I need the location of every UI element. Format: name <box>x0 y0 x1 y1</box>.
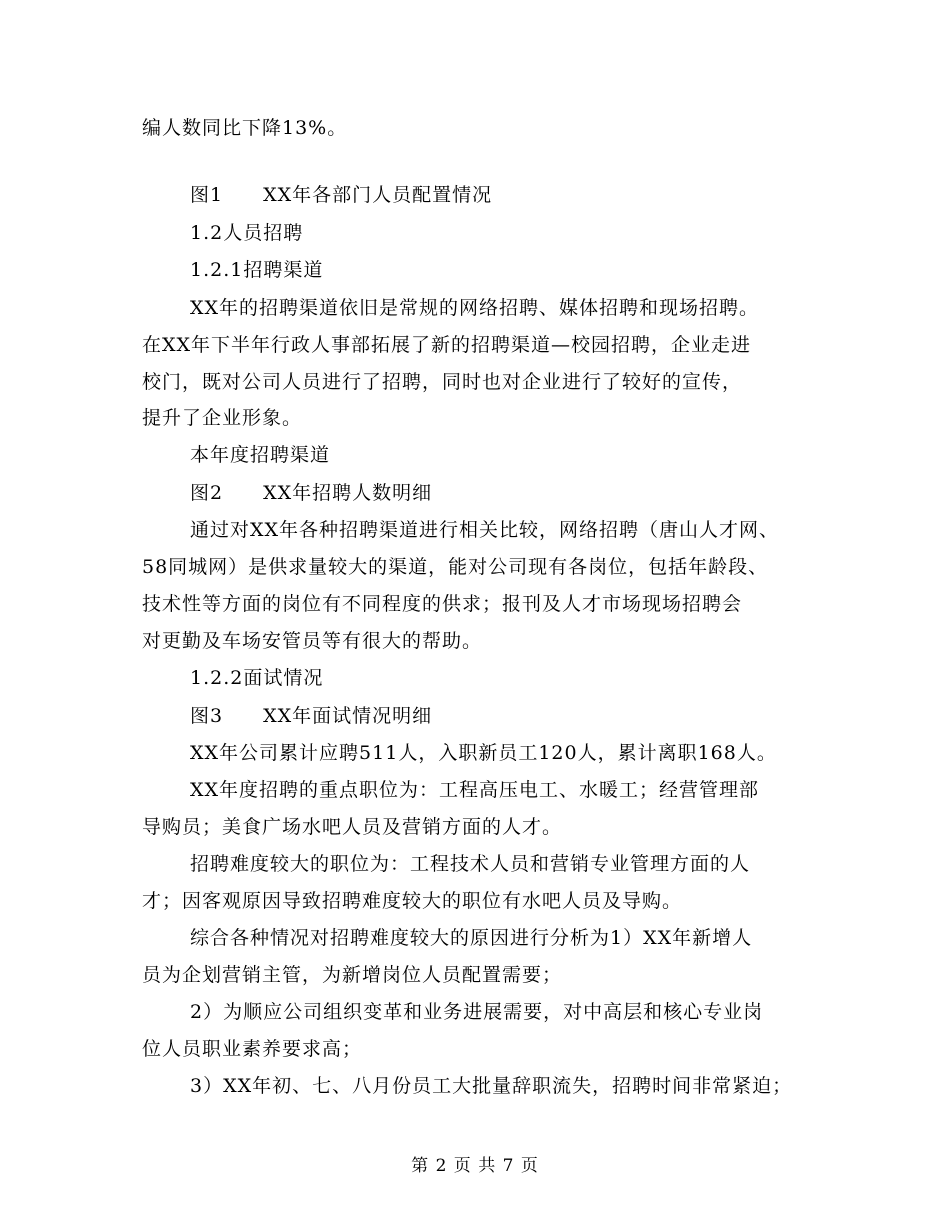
section-heading: 1.2人员招聘 <box>190 222 304 244</box>
paragraph-line: 编人数同比下降13%。 <box>142 117 348 139</box>
paragraph-line: 通过对XX年各种招聘渠道进行相关比较，网络招聘（唐山人才网、 <box>190 519 780 541</box>
figure-caption: 图3 XX年面试情况明细 <box>190 705 433 727</box>
paragraph-line: 位人员职业素养要求高； <box>142 1038 363 1060</box>
figure-caption: 图2 XX年招聘人数明细 <box>190 482 433 504</box>
paragraph-line: 员为企划营销主管，为新增岗位人员配置需要； <box>142 964 563 986</box>
paragraph-line: XX年公司累计应聘511人，入职新员工120人，累计离职168人。 <box>190 742 777 764</box>
list-item: 2）为顺应公司组织变革和业务进展需要，对中高层和核心专业岗 <box>190 1001 764 1023</box>
paragraph-line: 导购员；美食广场水吧人员及营销方面的人才。 <box>142 816 563 838</box>
list-item: 3）XX年初、七、八月份员工大批量辞职流失，招聘时间非常紧迫； <box>190 1075 793 1097</box>
paragraph-line: XX年度招聘的重点职位为：工程高压电工、水暖工；经营管理部 <box>190 779 760 801</box>
paragraph-line: 技术性等方面的岗位有不同程度的供求；报刊及人才市场现场招聘会 <box>142 593 743 615</box>
paragraph-line: 58同城网）是供求量较大的渠道，能对公司现有各岗位，包括年龄段、 <box>142 556 769 578</box>
paragraph-line: 在XX年下半年行政人事部拓展了新的招聘渠道—校园招聘，企业走进 <box>142 334 752 356</box>
figure-caption: 图1 XX年各部门人员配置情况 <box>190 184 493 206</box>
subsection-heading: 1.2.2面试情况 <box>190 667 324 689</box>
paragraph-line: 对更勤及车场安管员等有很大的帮助。 <box>142 630 483 652</box>
paragraph-line: 提升了企业形象。 <box>142 407 303 429</box>
subsection-heading: 1.2.1招聘渠道 <box>190 259 324 281</box>
paragraph-line: 校门，既对公司人员进行了招聘，同时也对企业进行了较好的宣传， <box>142 371 743 393</box>
page-number-footer: 第 2 页 共 7 页 <box>411 1156 539 1176</box>
paragraph-line: 才；因客观原因导致招聘难度较大的职位有水吧人员及导购。 <box>142 890 683 912</box>
paragraph-line: 本年度招聘渠道 <box>190 444 331 466</box>
paragraph-line: 综合各种情况对招聘难度较大的原因进行分析为1）XX年新增人 <box>190 927 753 949</box>
paragraph-line: 招聘难度较大的职位为：工程技术人员和营销专业管理方面的人 <box>190 853 751 875</box>
paragraph-line: XX年的招聘渠道依旧是常规的网络招聘、媒体招聘和现场招聘。 <box>190 297 760 319</box>
